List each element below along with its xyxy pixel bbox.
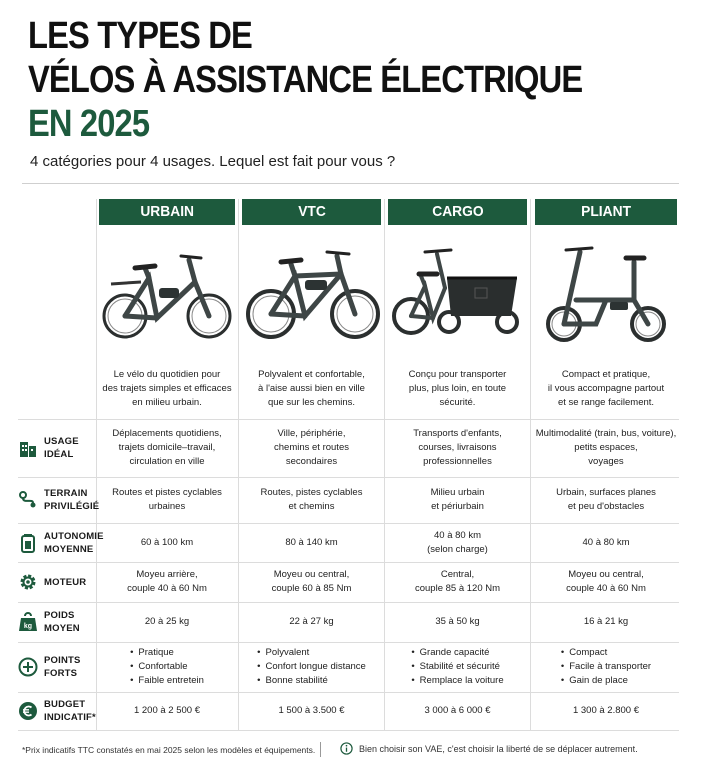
cargo-bike-image [389,238,529,356]
table-cell [242,692,381,730]
cell-text [424,704,490,718]
cell-text [141,536,193,550]
title-line-3: EN 2025 [28,103,150,145]
table-cell [535,523,677,562]
page-subtitle: 4 catégories pour 4 usages. Lequel est fait pour vous ? [30,153,396,170]
table-cell [388,477,527,523]
weight-icon [18,612,38,632]
cell-text [261,486,363,514]
cell-line: couple 40 à 60 Nm [127,583,207,594]
cell-line: 60 à 100 km [140,536,194,548]
row-label [18,692,96,730]
table-cell [535,419,677,477]
column-header-vtc: VTC [242,199,381,225]
cell-line: 22 à 27 kg [289,616,334,627]
cell-text [415,568,500,596]
table-cell [99,477,235,523]
cell-text [413,427,502,469]
row-label-text: POINTS FORTS [44,655,81,679]
gear-icon [18,572,38,592]
table-cell [388,523,527,562]
cell-line: Moyeu ou central, [568,569,644,580]
cell-text [431,486,485,514]
list-item: • Compact [561,646,651,660]
cell-text [127,568,207,596]
table-cell [99,602,235,642]
table-cell [99,642,235,692]
cell-line: circulation en ville [129,456,205,467]
price-footnote: *Prix indicatifs TTC constatés en mai 2025 selon les modèles et équipements. [22,745,316,755]
table-cell [535,602,677,642]
cell-line: voyages [588,456,624,467]
cell-line: 40 à 80 km [433,529,481,541]
cell-line: urbaines [148,501,186,512]
cell-line: petits espaces, [574,442,638,453]
column-divider [238,199,239,730]
cell-line: professionnelles [423,456,492,467]
table-cell [99,523,235,562]
row-label [18,602,96,642]
row-label [18,523,104,562]
cell-line: Routes et pistes cyclables [112,487,222,498]
cell-line: Urbain, surfaces planes [556,487,656,498]
table-cell [535,477,677,523]
cell-line: Ville, périphérie, [277,428,346,439]
list-item: • Confortable [130,660,204,674]
cell-line: Moyeu ou central, [273,569,350,580]
cell-line: 80 à 140 km [285,536,338,548]
row-label [18,477,100,523]
description-urbain: Le vélo du quotidien pour des trajets simples et efficaces en milieu urbain. [102,369,232,408]
list-item: • Confort longue distance [257,660,366,674]
cell-line: et chemins [288,501,335,512]
cell-line: Milieu urbain [430,487,485,498]
cell-line: 1 300 à 2.800 € [572,705,640,716]
info-icon [340,742,353,755]
cell-text [289,615,333,629]
footer-tip-text: Bien choisir son VAE, c'est choisir la liberté de se déplacer autrement. [359,743,638,754]
cell-line: Multimodalité (train, bus, voiture), [535,428,677,439]
cell-text [112,427,221,469]
bullet-list [130,646,204,688]
list-item: • Remplace la voiture [411,674,503,688]
table-cell [535,692,677,730]
cell-line: courses, livraisons [418,442,497,453]
cell-line: Transports d'enfants, [413,428,502,439]
plus-circle-icon [18,657,38,677]
cell-line: 16 à 21 kg [583,616,629,627]
table-cell [388,642,527,692]
row-label [18,419,96,477]
cell-line: 35 à 50 kg [435,616,480,627]
table-cell [388,562,527,602]
header-divider [22,183,679,184]
footer-tip [340,742,638,755]
cell-text [272,568,352,596]
list-item: • Bonne stabilité [257,674,366,688]
row-label [18,642,96,692]
folding-bike-image [536,238,676,356]
table-cell [242,602,381,642]
page-title [28,14,582,146]
cell-line: chemins et routes [274,442,349,453]
cell-line: 1 200 à 2 500 € [133,705,201,716]
cell-line: Moyeu arrière, [136,569,198,580]
cell-text [536,427,676,469]
cell-text [274,427,349,469]
cell-text [566,568,646,596]
cell-text [556,486,656,514]
cell-line: couple 85 à 120 Nm [414,583,501,594]
row-label-text: USAGE IDÉAL [44,436,79,460]
cell-line: Central, [440,569,475,580]
row-label-text: AUTONOMIE MOYENNE [44,530,104,555]
column-header-pliant: PLIANT [535,199,677,225]
cell-line: trajets domicile–travail, [118,442,216,453]
cell-text [583,536,630,550]
weight-icon-text: kg [23,623,33,630]
euro-icon [18,701,38,721]
column-divider [530,199,531,730]
description-pliant: Compact et pratique, il vous accompagne partout et se range facilement. [547,369,665,408]
table-cell [242,523,381,562]
cell-text [112,486,222,514]
cell-text [573,704,639,718]
cell-line: couple 60 à 85 Nm [271,583,352,594]
column-header-cargo: CARGO [388,199,527,225]
cell-text [435,615,479,629]
row-label [18,562,96,602]
cell-text [134,704,200,718]
cell-line: (selon charge) [427,543,488,555]
row-label-text: POIDS MOYEN [44,610,80,634]
title-line-2: VÉLOS À ASSISTANCE ÉLECTRIQUE [28,59,583,101]
cell-text [427,529,488,557]
table-cell [242,642,381,692]
cell-line: et périurbain [431,501,484,512]
column-header-urbain: URBAIN [99,199,235,225]
list-item: • Grande capacité [411,646,503,660]
description-vtc: Polyvalent et confortable, à l'aise aussi bien en ville que sur les chemins. [258,369,365,408]
cell-line: secondaires [285,456,338,467]
bullet-list [257,646,366,688]
cell-text [584,615,628,629]
cell-line: et peu d'obstacles [567,501,645,512]
table-cell [242,419,381,477]
building-icon [18,438,38,458]
route-icon [18,490,38,510]
row-label-text: MOTEUR [44,576,87,588]
footer-separator [320,742,321,757]
list-item: • Pratique [130,646,204,660]
cell-text [285,536,337,550]
urban-bike-image [97,238,237,356]
table-cell [388,692,527,730]
row-label-text: BUDGET INDICATIF* [44,699,96,723]
footer-divider [18,730,679,731]
table-cell [99,419,235,477]
cell-text [278,704,344,718]
cell-line: Routes, pistes cyclables [260,487,363,498]
table-cell [388,419,527,477]
description-cargo: Conçu pour transporter plus, plus loin, en toute sécurité. [408,369,507,408]
table-cell [242,477,381,523]
title-line-1: LES TYPES DE [28,15,252,57]
list-item: • Stabilité et sécurité [411,660,503,674]
cell-line: 3 000 à 6 000 € [424,705,491,716]
vtc-bike-image [243,238,383,356]
table-cell [99,692,235,730]
list-item: • Polyvalent [257,646,366,660]
table-cell [535,642,677,692]
cell-line: 1 500 à 3.500 € [278,705,345,716]
cell-line: 40 à 80 km [582,536,630,548]
list-item: • Faible entretein [130,674,204,688]
cell-text [145,615,189,629]
list-item: • Gain de place [561,674,651,688]
cell-line: 20 à 25 kg [144,616,190,627]
table-cell [242,562,381,602]
table-cell [535,562,677,602]
row-label-text: TERRAIN PRIVILÉGIÉ [44,488,100,512]
bullet-list [411,646,503,688]
table-cell [99,562,235,602]
table-cell [388,602,527,642]
battery-icon [18,533,38,553]
column-divider [384,199,385,730]
list-item: • Facile à transporter [561,660,651,674]
cell-line: couple 40 à 60 Nm [566,583,646,594]
cell-line: Déplacements quotidiens, [112,428,222,439]
bullet-list [561,646,651,688]
